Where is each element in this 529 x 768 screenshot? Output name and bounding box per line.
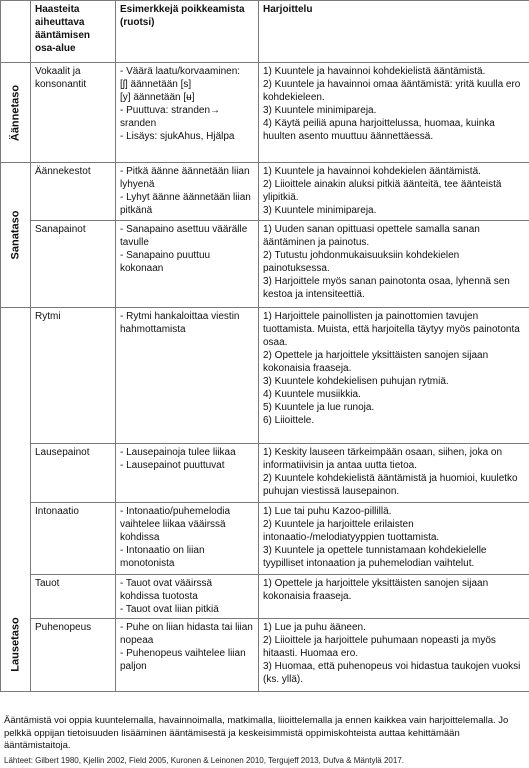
example-item: - Intonaatio/puhemelodia vaihtelee liikaa vääirssä kohdissa (120, 506, 231, 543)
practice-item: 2) Liioittele ainakin aluksi pitkiä äänteitä, tee äänteistä ylipitkiä. (263, 179, 502, 203)
examples-cell (116, 308, 259, 444)
practice-item: 1) Lue ja puhu ääneen. (263, 622, 366, 633)
example-item: - Sanapaino puuttuu kokonaan (120, 250, 211, 274)
practice-item: 1) Kuuntele ja havainnoi kohdekielistä ääntämistä. (263, 66, 486, 77)
practice-item: 2) Opettele ja harjoittele yksittäisten sanojen sijaan kokonaisia fraaseja. (263, 350, 489, 374)
area-cell: Äännekestot (31, 163, 116, 221)
example-item: - Tauot ovat liian pitkiä (120, 604, 219, 615)
example-item: - Väärä laatu/korvaaminen: (120, 66, 241, 77)
example-item: [ʃ] äännetään [s] (120, 79, 192, 90)
practice-cell (259, 221, 529, 308)
area-cell: Puhenopeus (31, 619, 116, 692)
table-row (1, 63, 529, 163)
area-cell: Sanapainot (31, 221, 116, 308)
example-item: - Sanapaino asettuu väärälle tavulle (120, 224, 248, 248)
examples-cell (116, 575, 259, 619)
practice-item: 1) Kuuntele ja havainnoi kohdekielen ääntämistä. (263, 166, 481, 177)
table-row (1, 221, 529, 308)
footer-note: Ääntämistä voi oppia kuuntelemalla, havainnoimalla, matkimalla, liioittelemalla ja ennen kaikkea vain harjoittelemalla. Jo pelkkä oppijan tietoisuuden lisääminen ääntämisestä ja keskeisimmistä oppimiskohteista auttaa kehittämään ääntämistaitoja. (4, 715, 509, 751)
practice-cell (259, 619, 529, 692)
area-cell: Lausepainot (31, 444, 116, 503)
examples-cell (116, 63, 259, 163)
example-item: - Lisäys: sjukAhus, Hjälpa (120, 131, 235, 142)
practice-item: 3) Kuuntele kohdekielisen puhujan rytmiä. (263, 376, 449, 387)
level-sound (1, 63, 31, 163)
practice-item: 4) Kuuntele musiikkia. (263, 389, 361, 400)
table-row (1, 503, 529, 575)
table-row (1, 575, 529, 619)
practice-item: 1) Lue tai puhu Kazoo-pillillä. (263, 506, 392, 517)
example-item: [y] äännetään [ʉ] (120, 92, 195, 103)
example-item: - Lyhyt äänne äännetään liian pitkänä (120, 192, 251, 216)
header-level-cell (1, 1, 31, 63)
practice-item: 4) Käytä peiliä apuna harjoittelussa, huomaa, kuinka huulten asento muuttuu äännettäessä. (263, 118, 495, 142)
practice-item: 1) Keskity lauseen tärkeimpään osaan, siihen, joka on informatiivisin ja antaa uutta tietoa. (263, 447, 503, 471)
practice-item: 3) Kuuntele ja opettele tunnistamaan kohdekielelle tyypilliset intonaation ja puhemelodian vaihtelut. (263, 545, 487, 569)
practice-item: 3) Harjoittele myös sanan painotonta osaa, lyhennä sen kestoa ja intensiteettiä. (263, 276, 510, 300)
practice-item: 1) Harjoittele painollisten ja painottomien tavujen tuottamista. Muista, että harjoitella täytyy myös painotonta osaa. (263, 311, 520, 348)
practice-item: 2) Tutustu johdonmukaisuuksiin kohdekielen painotuksessa. (263, 250, 460, 274)
example-item: - Puuttuva: stranden→ sranden (120, 105, 221, 129)
level-label-sound: Äännetaso (9, 84, 21, 141)
practice-item: 1) Opettele ja harjoittele yksittäisten sanojen sijaan kokonaisia fraaseja. (263, 578, 489, 602)
level-sentence (1, 308, 31, 692)
level-word (1, 163, 31, 308)
practice-cell (259, 63, 529, 163)
area-cell: Intonaatio (31, 503, 116, 575)
examples-cell (116, 163, 259, 221)
practice-cell (259, 163, 529, 221)
examples-cell (116, 444, 259, 503)
practice-item: 1) Uuden sanan opittuasi opettele samalla sanan ääntäminen ja painotus. (263, 224, 480, 248)
example-item: - Rytmi hankaloittaa viestin hahmottamista (120, 311, 240, 335)
header-area: Haasteita aiheuttava ääntämisen osa-alue (31, 1, 116, 63)
practice-item: 2) Kuuntele ja havainnoi omaa ääntämistä: yritä kuulla ero kohdekieleen. (263, 79, 521, 103)
level-label-word: Sanataso (9, 210, 21, 260)
example-item: - Puhenopeus vaihtelee liian paljon (120, 648, 246, 672)
practice-item: 3) Huomaa, että puhenopeus voi hidastua taukojen vuoksi (ks. yllä). (263, 661, 521, 685)
practice-cell (259, 575, 529, 619)
practice-cell (259, 503, 529, 575)
practice-cell (259, 308, 529, 444)
examples-cell (116, 503, 259, 575)
example-item: - Puhe on liian hidasta tai liian nopeaa (120, 622, 253, 646)
example-item: - Lausepainoja tulee liikaa (120, 447, 236, 458)
table-row (1, 619, 529, 692)
practice-item: 3) Kuuntele minimipareja. (263, 205, 377, 216)
example-item: - Intonaatio on liian monotonista (120, 545, 205, 569)
area-cell: Vokaalit ja konsonantit (31, 63, 116, 163)
examples-cell (116, 619, 259, 692)
practice-item: 3) Kuuntele minimipareja. (263, 105, 377, 116)
practice-item: 5) Kuuntele ja lue runoja. (263, 402, 375, 413)
practice-item: 2) Liioittele ja harjoittele puhumaan nopeasti ja myös hitaasti. Huomaa ero. (263, 635, 496, 659)
header-examples: Esimerkkejä poikkeamista (ruotsi) (116, 1, 259, 63)
example-item: - Tauot ovat vääirssä kohdissa tuotosta (120, 578, 213, 602)
table-row (1, 308, 529, 444)
practice-item: 2) Kuuntele kohdekielistä ääntämistä ja huomioi, kuuletko puhujan viestissä lausepainon. (263, 473, 518, 497)
header-row (1, 1, 529, 63)
practice-item: 2) Kuuntele ja harjoittele erilaisten intonaatio-/melodiatyyppien tuottamista. (263, 519, 440, 543)
examples-cell (116, 221, 259, 308)
practice-item: 6) Liioittele. (263, 415, 315, 426)
practice-cell (259, 444, 529, 503)
table-row (1, 163, 529, 221)
table-row (1, 444, 529, 503)
footer-sources: Lähteet: Gilbert 1980, Kjellin 2002, Field 2005, Kuronen & Leinonen 2010, Tergujeff 2013, Dufva & Mäntylä 2017. (4, 756, 404, 765)
area-cell: Tauot (31, 575, 116, 619)
example-item: - Pitkä äänne äännetään liian lyhyenä (120, 166, 250, 190)
example-item: - Lausepainot puuttuvat (120, 460, 225, 471)
area-cell: Rytmi (31, 308, 116, 444)
level-label-sentence: Lausetaso (9, 617, 21, 672)
header-practice: Harjoittelu (259, 1, 529, 63)
